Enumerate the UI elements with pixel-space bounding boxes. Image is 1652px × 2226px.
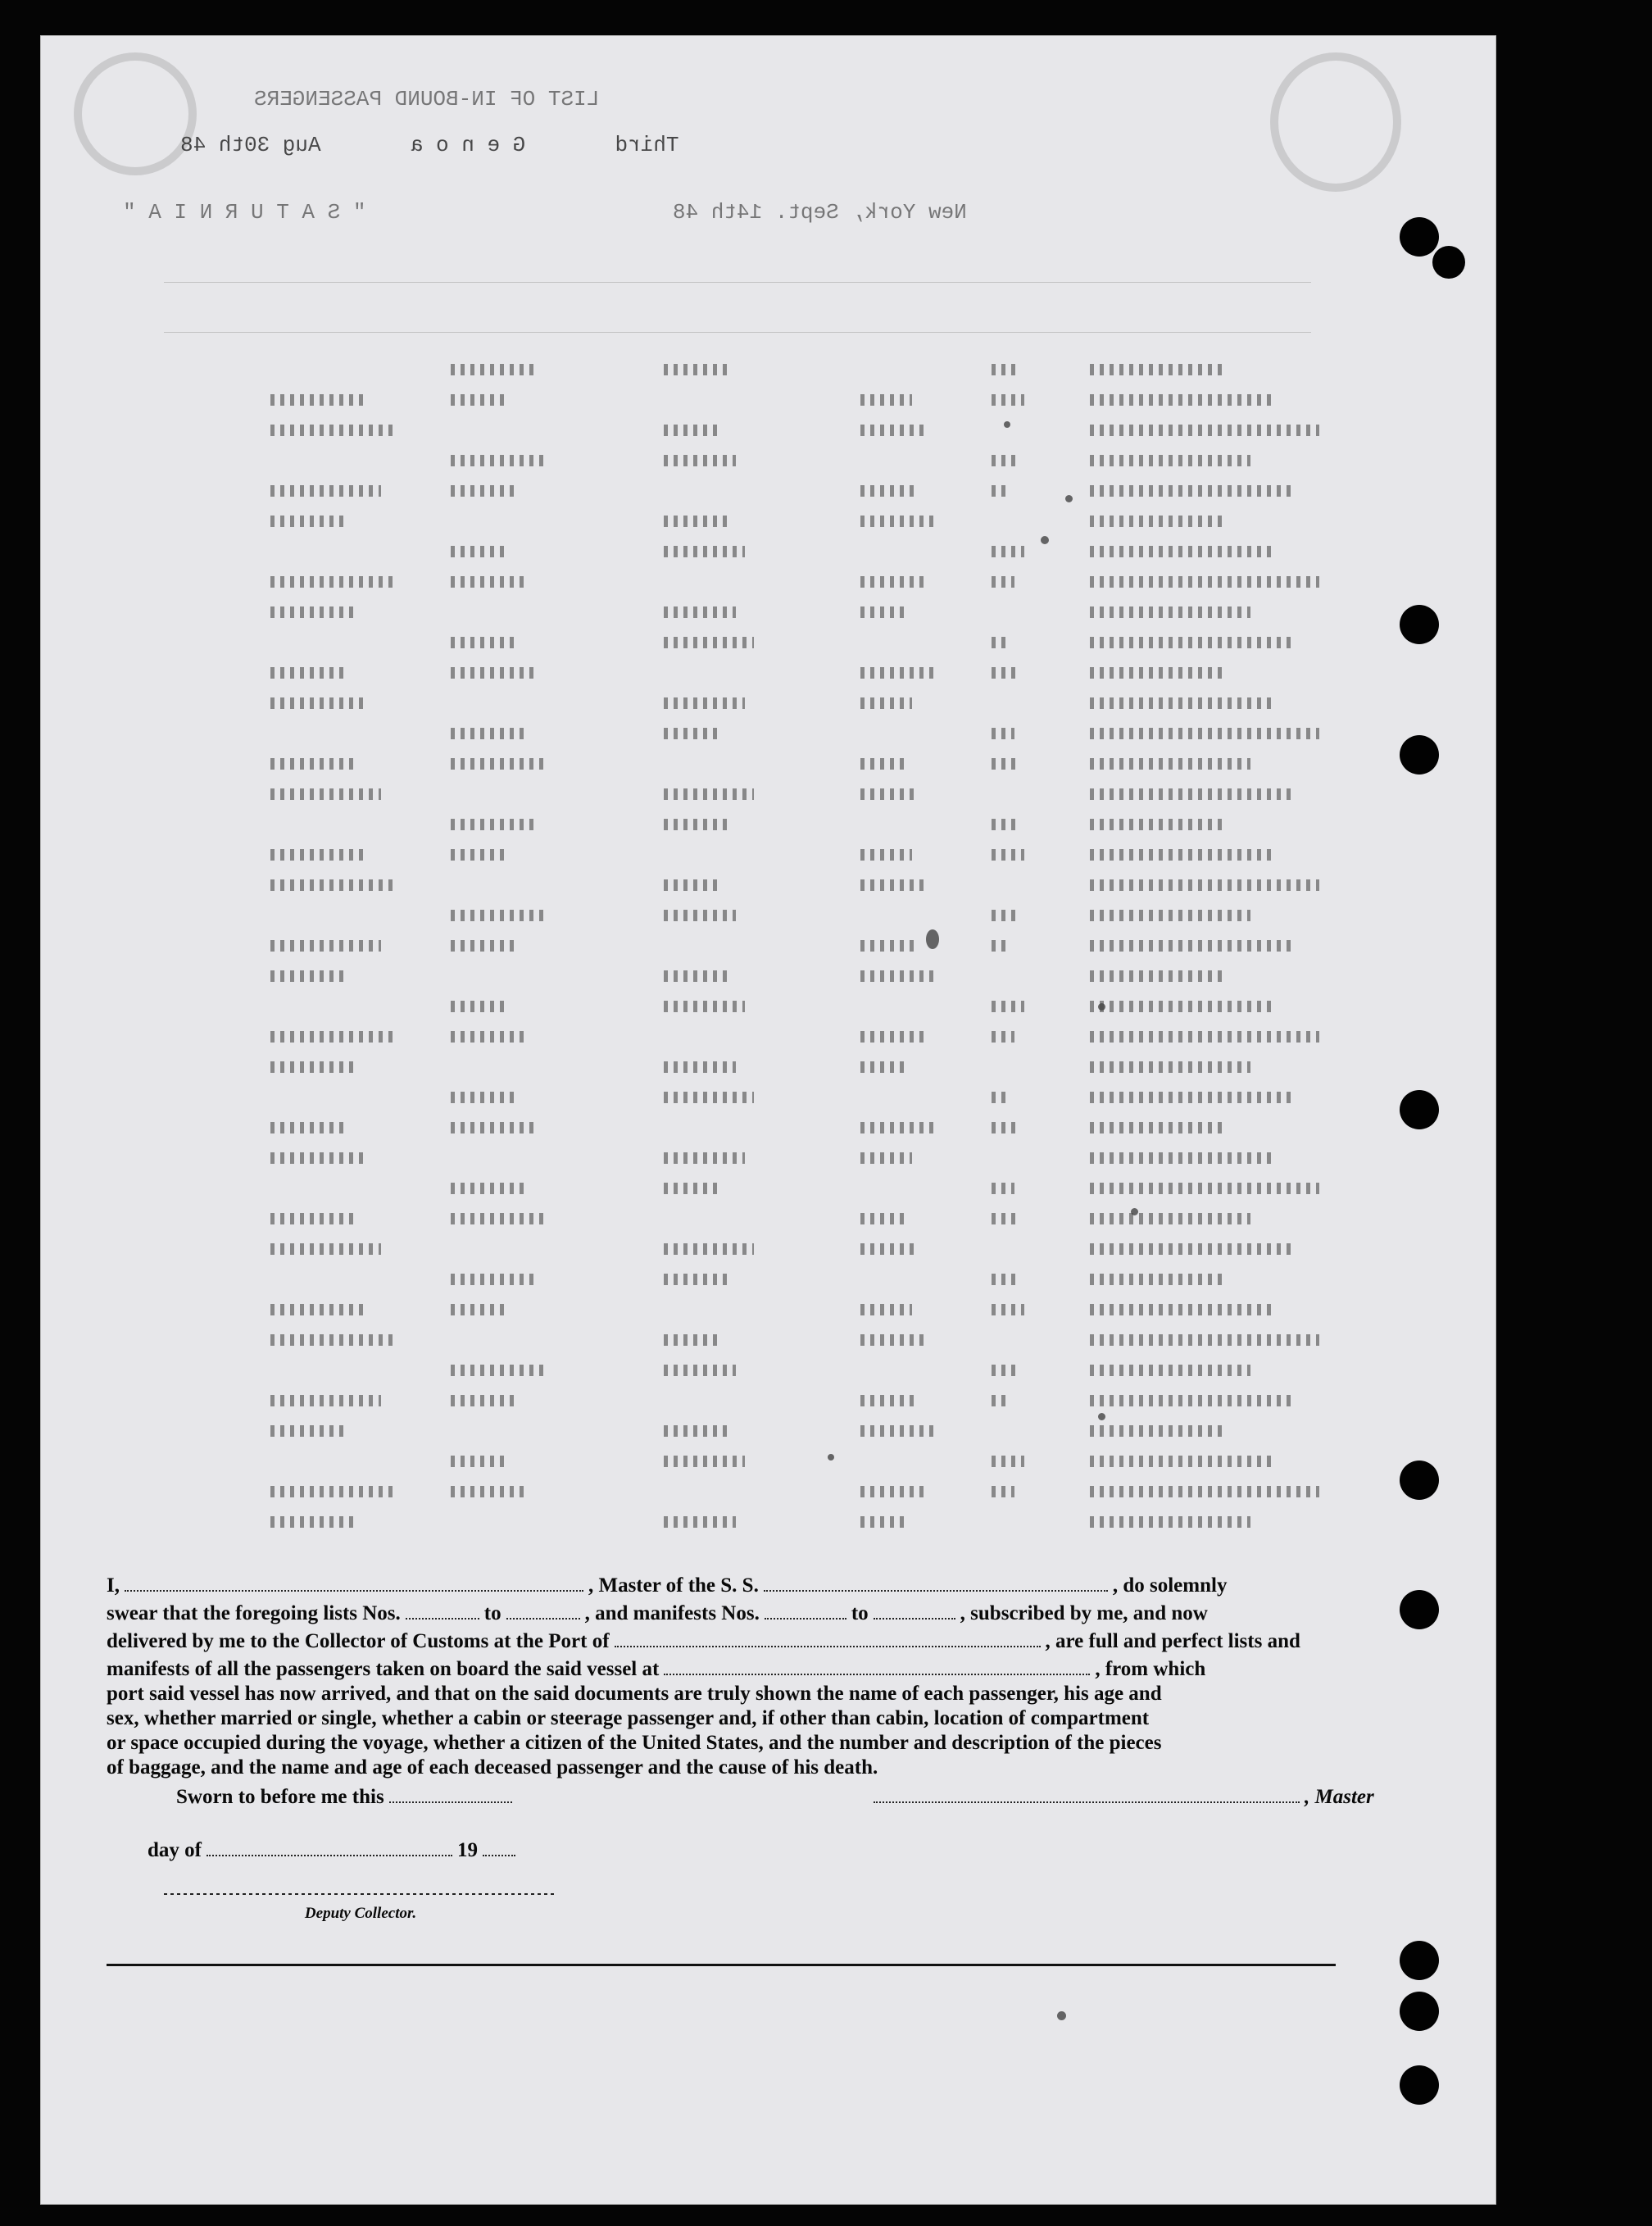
bleed-through-mark [451,1031,529,1043]
bleed-through-mark [270,667,344,679]
bleed-through-mark [860,606,905,618]
master-signature-line [869,1782,1374,1809]
oath-text: to [483,1602,502,1624]
ink-speck [1041,536,1049,544]
bleed-through-mark [664,1365,736,1376]
bleed-through-mark [860,516,934,527]
ink-speck [1065,495,1073,502]
day-of-label: day of [148,1839,202,1861]
bleed-through-mark [992,637,1011,648]
bleed-through-mark [992,849,1024,861]
bleed-through-mark [451,455,549,466]
day-of-line [148,1835,520,1862]
bleed-through-mark [451,1122,539,1133]
bleed-through-mark [860,788,919,800]
oath-text: of baggage, and the name and age of each deceased passenger and the cause of his death. [107,1756,878,1779]
bleed-through-mark [1090,879,1319,891]
bleed-through-mark [664,516,727,527]
bleed-through-mark [1090,1365,1250,1376]
bleed-through-mark [451,667,539,679]
bleed-through-mark [860,1061,905,1073]
bleed-through-mark [270,1061,356,1073]
bleed-through-mark [860,1304,912,1315]
bleed-through-mark [270,1334,393,1346]
column-header-ghost [164,282,1311,333]
bleed-through-header-3: New York, Sept. 14th 48 " S A T U R N I A " [123,200,967,225]
punch-hole [1400,1992,1439,2031]
bleed-through-mark [664,1516,736,1528]
sworn-date-blank [389,1782,512,1803]
bleed-through-mark [451,1365,549,1376]
bleed-through-mark [451,1274,539,1285]
bleed-through-mark [451,1304,510,1315]
bleed-through-mark [270,1243,381,1255]
bleed-through-mark [1090,485,1296,497]
bleed-through-mark [1090,1001,1273,1012]
bleed-through-mark [860,1243,919,1255]
bleed-through-mark [992,1183,1014,1194]
bleed-through-mark [860,1516,905,1528]
bleed-through-mark [664,788,754,800]
bleed-through-mark [451,1456,510,1467]
bleed-through-mark [664,879,718,891]
bleed-through-mark [1090,1395,1296,1406]
oath-line-7 [107,1731,1401,1756]
list-no-to-blank [506,1598,580,1620]
bleed-through-mark [664,606,736,618]
bleed-through-mark [992,576,1014,588]
oath-text: or space occupied during the voyage, whether a citizen of the United States, and the number and description of the pieces [107,1732,1162,1754]
oath-text: swear that the foregoing lists Nos. [107,1602,401,1624]
bleed-through-mark [860,485,919,497]
bleed-through-mark [270,879,393,891]
bottom-rule [107,1964,1336,1966]
oath-text: , are full and perfect lists and [1045,1630,1300,1652]
ink-speck [1057,2011,1066,2020]
oath-text: port said vessel has now arrived, and that on the said documents are truly shown the name of each passenger, his age and [107,1683,1162,1705]
year-blank [483,1835,515,1856]
bleed-through-mark [860,1486,927,1497]
bleed-through-mark [270,758,356,770]
oath-line-6 [107,1706,1401,1731]
bleed-through-mark [992,1486,1014,1497]
bleed-through-mark [860,758,905,770]
bleed-through-mark [992,364,1018,375]
bleed-through-mark [1090,364,1228,375]
bleed-through-mark [1090,394,1273,406]
bleed-through-mark [992,1395,1011,1406]
bleed-through-mark [664,1183,718,1194]
bleed-through-mark [664,1092,754,1103]
bleed-through-mark [1090,1456,1273,1467]
oath-line-1 [107,1570,1401,1598]
bleed-through-mark [1090,1516,1250,1528]
bleed-through-mark [860,697,912,709]
bleed-through-mark [1090,1092,1296,1103]
faded-stamp-right [1270,52,1401,192]
bleed-through-mark [270,849,369,861]
punch-hole [1400,1090,1439,1129]
oath-line-8 [107,1756,1401,1780]
bleed-through-mark [664,910,736,921]
bleed-through-mark [451,546,510,557]
bleed-through-mark [1090,728,1319,739]
oath-line-5 [107,1682,1401,1706]
punch-hole [1400,1461,1439,1500]
bleed-through-mark [1090,970,1228,982]
punch-hole [1400,1590,1439,1629]
bleed-through-mark [1090,1183,1319,1194]
bleed-through-mark [270,1031,393,1043]
bleed-through-mark [451,637,520,648]
bleed-through-mark [992,1456,1024,1467]
bleed-through-mark [1090,667,1228,679]
bleed-through-mark [1090,1152,1273,1164]
bleed-through-mark [451,1183,529,1194]
bleed-through-mark [860,1425,934,1437]
bleed-through-mark [992,910,1021,921]
bleed-through-mark [664,970,727,982]
bleed-through-mark [664,1001,745,1012]
bleed-through-mark [451,364,539,375]
punch-hole [1400,217,1439,257]
bleed-through-mark [992,546,1024,557]
oath-text: , from which [1095,1658,1206,1680]
bleed-through-mark [270,516,344,527]
bleed-through-mark [664,637,754,648]
punch-hole [1400,2065,1439,2105]
bleed-through-mark [664,1334,718,1346]
year-prefix: 19 [456,1839,478,1861]
bleed-through-mark [1090,910,1250,921]
bleed-through-mark [1090,1243,1296,1255]
bleed-through-mark [992,1122,1018,1133]
bleed-through-mark [992,1001,1024,1012]
deputy-signature-rule [164,1893,557,1895]
oath-text: , and manifests Nos. [584,1602,760,1624]
bleed-through-mark [664,697,745,709]
bleed-through-mark [992,1274,1018,1285]
master-name-blank [125,1570,583,1592]
bleed-through-mark [860,1031,927,1043]
port-blank [615,1626,1041,1647]
sworn-label: Sworn to before me this [176,1786,384,1808]
bleed-through-mark [860,425,927,436]
ink-speck [1131,1208,1138,1215]
bleed-through-mark [270,394,369,406]
bleed-through-mark [1090,576,1319,588]
list-no-from-blank [406,1598,479,1620]
bleed-through-mark [270,1425,344,1437]
bleed-through-mark [451,819,539,830]
ink-speck [1098,1413,1105,1420]
bleed-through-mark [860,879,927,891]
punch-hole [1400,605,1439,644]
bleed-through-mark [860,849,912,861]
bleed-through-mark [1090,455,1250,466]
oath-line-4 [107,1654,1401,1682]
bleed-through-mark [860,394,912,406]
bleed-through-mark [664,364,727,375]
bleed-through-mark [270,425,393,436]
sworn-line [176,1782,517,1809]
bleed-through-mark [1090,1061,1250,1073]
bleed-through-mark [1090,1486,1319,1497]
bleed-through-mark [664,425,718,436]
bleed-through-mark [860,1213,905,1224]
ink-speck [1004,421,1010,428]
bleed-through-mark [992,485,1011,497]
oath-text: delivered by me to the Collector of Customs at the Port of [107,1630,610,1652]
bleed-through-mark [992,728,1014,739]
master-signature-blank [874,1782,1300,1803]
punch-hole [1432,246,1465,279]
bleed-through-mark [1090,697,1273,709]
bleed-through-mark [860,1122,934,1133]
bleed-through-mark [1090,940,1296,952]
bleed-through-mark [664,1274,727,1285]
punch-hole [1400,735,1439,775]
bleed-through-mark [992,1031,1014,1043]
bleed-through-mark [270,1304,369,1315]
bleed-through-mark [270,485,381,497]
bleed-through-mark [1090,849,1273,861]
ship-name-blank [764,1570,1108,1592]
bleed-through-mark [664,1152,745,1164]
bleed-through-mark [451,910,549,921]
bleed-through-mark [992,667,1018,679]
bleed-through-mark [451,849,510,861]
bleed-through-mark [1090,1334,1319,1346]
bleed-through-mark [270,606,356,618]
bleed-through-mark [992,1304,1024,1315]
bleed-through-mark [270,788,381,800]
bleed-through-mark [1090,1425,1228,1437]
deputy-collector-label: Deputy Collector. [304,1905,417,1922]
bleed-through-mark [860,940,919,952]
oath-text: , do solemnly [1112,1574,1228,1597]
bleed-through-mark [270,940,381,952]
bleed-through-mark [451,1213,549,1224]
bleed-through-header: LIST OF IN-BOUND PASSENGERS [254,87,600,111]
bleed-through-mark [992,455,1021,466]
bleed-through-mark [270,1122,344,1133]
bleed-through-mark [992,940,1011,952]
bleed-through-mark [451,394,510,406]
bleed-through-mark [992,394,1024,406]
bleed-through-mark [992,758,1021,770]
bleed-through-mark [860,667,934,679]
bleed-through-mark [451,485,520,497]
bleed-through-mark [860,576,927,588]
oath-text: I, [107,1574,120,1597]
departure-port-blank [664,1654,1090,1675]
bleed-through-mark [451,1486,529,1497]
ink-speck [1098,1003,1105,1011]
bleed-through-mark [664,455,736,466]
oath-text: , Master of the S. S. [588,1574,759,1597]
bleed-through-mark [1090,819,1228,830]
master-oath [107,1570,1401,1780]
bleed-through-mark [860,1395,919,1406]
oath-text: manifests of all the passengers taken on board the said vessel at [107,1658,660,1680]
bleed-through-mark [270,970,344,982]
oath-line-2 [107,1598,1401,1626]
bleed-through-mark [1090,1031,1319,1043]
manifest-no-from-blank [765,1598,846,1620]
bleed-through-mark [270,576,393,588]
punch-hole [1400,1941,1439,1980]
bleed-through-mark [451,1001,510,1012]
bleed-through-mark [992,819,1018,830]
oath-text: sex, whether married or single, whether a cabin or steerage passenger and, if other than cabin, location of compartment [107,1707,1150,1729]
month-blank [206,1835,452,1856]
bleed-through-mark [992,1092,1011,1103]
bleed-through-mark [860,970,934,982]
bleed-through-mark [270,1152,369,1164]
oath-line-3 [107,1626,1401,1654]
bleed-through-mark [451,728,529,739]
bleed-through-mark [664,1243,754,1255]
faded-stamp-left [74,52,197,175]
bleed-through-mark [451,1092,520,1103]
bleed-through-mark [270,1486,393,1497]
oath-text: to [851,1602,869,1624]
bleed-through-mark [1090,637,1296,648]
ink-speck [828,1454,834,1461]
bleed-through-mark [664,819,727,830]
bleed-through-mark [1090,425,1319,436]
bleed-through-mark [992,1365,1021,1376]
bleed-through-header-2: Third G e n o a Aug 30th 48 [180,133,679,157]
bleed-through-mark [1090,606,1250,618]
bleed-through-mark [1090,758,1250,770]
manifest-no-to-blank [874,1598,955,1620]
bleed-through-mark [1090,1213,1250,1224]
bleed-through-mark [451,576,529,588]
bleed-through-mark [1090,1274,1228,1285]
bleed-through-mark [451,940,520,952]
bleed-through-mark [270,1516,356,1528]
bleed-through-mark [270,1395,381,1406]
bleed-through-mark [270,697,369,709]
bleed-through-mark [1090,516,1228,527]
bleed-through-mark [1090,1122,1228,1133]
bleed-through-mark [1090,788,1296,800]
bleed-through-mark [664,728,718,739]
ink-speck [926,929,939,949]
bleed-through-mark [270,1213,356,1224]
bleed-through-mark [664,1061,736,1073]
oath-text: , subscribed by me, and now [960,1602,1208,1624]
master-label: , Master [1305,1786,1374,1808]
bleed-through-mark [1090,1304,1273,1315]
bleed-through-mark [1090,546,1273,557]
bleed-through-mark [664,1425,727,1437]
bleed-through-mark [451,1395,520,1406]
manifest-page [41,36,1495,2204]
bleed-through-mark [664,1456,745,1467]
bleed-through-mark [664,546,745,557]
bleed-through-mark [860,1334,927,1346]
bleed-through-mark [992,1213,1021,1224]
bleed-through-mark [860,1152,912,1164]
bleed-through-mark [451,758,549,770]
